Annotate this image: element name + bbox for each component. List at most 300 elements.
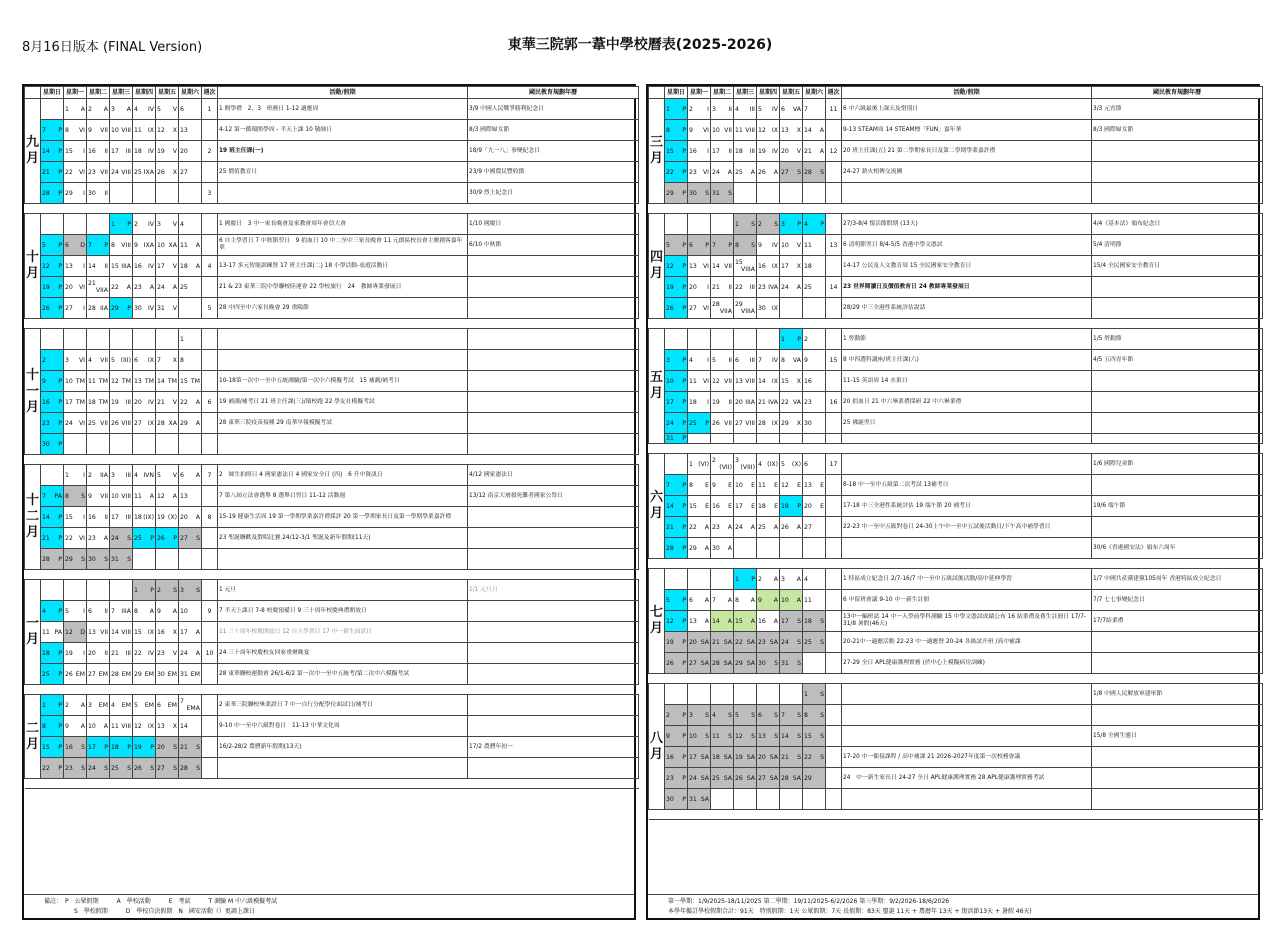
day-cell [133, 695, 156, 716]
cycle-code: P [150, 534, 154, 542]
day-cell [757, 277, 780, 298]
day-number: 14 [712, 262, 720, 270]
national-edu-cell [1092, 413, 1263, 434]
day-cell [665, 632, 688, 653]
cycle-code: X [172, 356, 177, 364]
day-number: 10 [111, 126, 119, 134]
day-cell [110, 141, 133, 162]
table-header-row [25, 87, 639, 99]
day-cell [711, 434, 734, 444]
national-edu-cell: 15/4 全民國家安全教育日 [1092, 256, 1263, 277]
day-number: 2 [689, 105, 693, 113]
day-cell [711, 632, 734, 653]
day-cell [179, 737, 202, 758]
day-cell [87, 465, 110, 486]
table-row [25, 413, 639, 434]
day-number: 15 [735, 259, 743, 266]
month-label: 七月 [649, 569, 665, 674]
cycle-code: V [796, 241, 801, 249]
day-cell [780, 256, 803, 277]
day-cell [757, 705, 780, 726]
day-cell [780, 392, 803, 413]
national-edu-cell [468, 758, 639, 779]
day-cell [133, 235, 156, 256]
activity-cell: 7 第八屆立法會選舉 8 選舉日翌日 11-12 活動週 [218, 486, 468, 507]
day-cell [156, 371, 179, 392]
week-number [202, 664, 218, 685]
day-number: 10 [88, 722, 96, 730]
day-number: 12 [157, 492, 165, 500]
table-row [25, 434, 639, 455]
day-number: 8 [65, 126, 69, 134]
day-number: 3 [180, 586, 184, 594]
day-number: 28 [180, 764, 188, 772]
cycle-code: SA [746, 638, 755, 646]
national-edu-cell [468, 329, 639, 350]
day-cell [64, 549, 87, 570]
day-cell [41, 350, 64, 371]
week-number [826, 496, 842, 517]
week-number [202, 277, 218, 298]
cycle-code: TM [190, 377, 200, 385]
day-cell [87, 413, 110, 434]
activity-cell: 22-23 中一至中五級對卷日 24-30上午中一至中五試後活動日/下午高中補學習日 [842, 517, 1092, 538]
cycle-code: A [773, 523, 778, 531]
day-number: 9 [712, 481, 716, 489]
table-row [649, 277, 1263, 298]
day-cell [780, 214, 803, 235]
cycle-code: S [705, 732, 709, 740]
cycle-code: IVA [768, 398, 778, 406]
day-number: 4 [111, 701, 115, 709]
day-number: 23 [88, 168, 96, 176]
week-number [202, 580, 218, 601]
day-cell [156, 528, 179, 549]
national-edu-cell: 15/8 全國生態日 [1092, 726, 1263, 747]
day-number: 27 [781, 168, 789, 176]
cycle-code: IXA [143, 241, 154, 249]
week-number [826, 684, 842, 705]
cycle-code: P [705, 241, 709, 249]
day-cell [780, 120, 803, 141]
cycle-code: SA [723, 753, 732, 761]
activity-cell: 2 東華三院聯校畢業證日 7 中一自行分配學位面試日/補考日 [218, 695, 468, 716]
day-number: 2 [42, 356, 46, 364]
cycle-code: D [80, 628, 85, 636]
day-number: 8 [666, 126, 670, 134]
day-number: 23 [712, 523, 720, 531]
day-number: 14 [758, 377, 766, 385]
cycle-code: (VII) [719, 464, 732, 471]
day-cell [711, 214, 734, 235]
day-number: 5 [65, 607, 69, 615]
day-cell [110, 99, 133, 120]
day-cell [156, 392, 179, 413]
day-cell [41, 643, 64, 664]
day-number: 13 [758, 732, 766, 740]
week-number [826, 371, 842, 392]
day-number: 16 [88, 513, 96, 521]
day-number: 27 [88, 670, 96, 678]
day-number: 5 [134, 701, 138, 709]
day-number: 20 [804, 502, 812, 510]
week-number: 14 [826, 277, 842, 298]
day-cell [179, 298, 202, 319]
cycle-code: II [104, 262, 108, 270]
table-row [649, 256, 1263, 277]
calendar-left-half [22, 84, 636, 920]
day-cell [780, 454, 803, 475]
day-number: 30 [42, 440, 50, 448]
day-number: 10 [180, 607, 188, 615]
cycle-code: S [196, 586, 200, 594]
day-number: 31 [712, 189, 720, 197]
day-number: 28 [42, 189, 50, 197]
cycle-code: I [83, 189, 85, 197]
day-number: 10 [781, 596, 789, 604]
day-number: 11 [42, 628, 50, 636]
cycle-code: A [126, 283, 131, 291]
day-cell [734, 99, 757, 120]
calendar-body [25, 99, 639, 789]
day-cell [41, 622, 64, 643]
month-separator [25, 570, 639, 580]
day-number: 27 [180, 534, 188, 542]
day-number: 25 [712, 774, 720, 782]
day-cell [133, 392, 156, 413]
day-cell [688, 538, 711, 559]
day-cell [41, 413, 64, 434]
day-cell [87, 695, 110, 716]
activity-cell [842, 183, 1092, 204]
week-number [826, 569, 842, 590]
cycle-code: A [195, 262, 200, 270]
day-number: 14 [180, 722, 188, 730]
cycle-code: IX [771, 304, 778, 312]
day-number: 9 [42, 377, 46, 385]
day-number: 19 [111, 398, 119, 406]
day-number: 13 [180, 126, 188, 134]
day-number: 30 [666, 795, 674, 803]
cycle-code: P [682, 711, 686, 719]
table-row [649, 350, 1263, 371]
day-cell [688, 475, 711, 496]
day-cell [179, 434, 202, 455]
day-number: 30 [689, 189, 697, 197]
day-number: 6 [689, 241, 693, 249]
day-cell [179, 622, 202, 643]
cycle-code: P [104, 743, 108, 751]
day-cell [133, 580, 156, 601]
separator-cell [649, 559, 1263, 569]
day-cell [803, 183, 826, 204]
month-separator [649, 810, 1263, 820]
day-cell [757, 298, 780, 319]
day-cell [110, 507, 133, 528]
day-number: 10 [781, 241, 789, 249]
week-number [202, 120, 218, 141]
table-row [25, 392, 639, 413]
separator-cell [25, 570, 639, 580]
day-number: 19 [157, 147, 165, 155]
cycle-code: S [728, 189, 732, 197]
cycle-code: VI [702, 262, 709, 270]
day-cell [179, 235, 202, 256]
week-number [202, 737, 218, 758]
table-row [25, 549, 639, 570]
activity-cell: 19 班主任課(一) [218, 141, 468, 162]
day-cell [688, 392, 711, 413]
day-number: 1 [42, 701, 46, 709]
cycle-code: A [773, 617, 778, 625]
day-number: 23 [134, 283, 142, 291]
cycle-code: P [682, 168, 686, 176]
cycle-code: EM [144, 670, 154, 678]
day-cell [757, 475, 780, 496]
cycle-code: III [125, 471, 131, 479]
day-cell [780, 162, 803, 183]
cycle-code: PA [54, 492, 62, 500]
cycle-code: S [820, 617, 824, 625]
day-cell [156, 737, 179, 758]
day-cell [156, 664, 179, 685]
day-number: 14 [712, 617, 720, 625]
month-separator [25, 319, 639, 329]
day-number: 18 [134, 147, 142, 155]
day-cell [110, 664, 133, 685]
day-cell [156, 486, 179, 507]
day-cell [156, 507, 179, 528]
day-number: 14 [42, 513, 50, 521]
day-number: 19 [735, 753, 743, 761]
day-number: 5 [42, 241, 46, 249]
cycle-code: S [127, 764, 131, 772]
day-number: 21 [666, 523, 674, 531]
day-number: 4 [42, 607, 46, 615]
national-edu-cell: 30/9 烈士紀念日 [468, 183, 639, 204]
cycle-code: A [80, 701, 85, 709]
day-number: 31 [111, 555, 119, 563]
day-cell [780, 496, 803, 517]
activity-cell: 13中一編班試 14 中一入學前學科測驗 15 中學文憑試成績公布 16 結業禮及舊生註冊日 17/7-31/8 暑假(46天) [842, 611, 1092, 632]
day-cell [757, 99, 780, 120]
national-edu-cell [1092, 141, 1263, 162]
cycle-code: P [682, 732, 686, 740]
cycle-code: S [173, 743, 177, 751]
cycle-code: I [707, 147, 709, 155]
day-cell [87, 183, 110, 204]
day-number: 24 [111, 168, 119, 176]
day-cell [734, 569, 757, 590]
day-cell [41, 120, 64, 141]
month-separator [649, 204, 1263, 214]
day-number: 20 [758, 753, 766, 761]
day-cell [64, 298, 87, 319]
activity-cell: 20 捐血日 21 中六畢業禮採研 22 中六畢業禮 [842, 392, 1092, 413]
cycle-code: P [150, 743, 154, 751]
week-number [826, 329, 842, 350]
week-number [202, 549, 218, 570]
day-cell [688, 632, 711, 653]
day-number: 30 [712, 544, 720, 552]
day-cell [41, 486, 64, 507]
day-cell [41, 371, 64, 392]
day-number: 16 [666, 753, 674, 761]
day-cell [110, 371, 133, 392]
day-cell [780, 611, 803, 632]
day-number: 20 [180, 147, 188, 155]
day-cell [803, 789, 826, 810]
day-cell [757, 329, 780, 350]
separator-cell [649, 319, 1263, 329]
activity-cell: 2 師生拍照日 4 國家憲法日 4 國家安全日 (四) 6 升中資訊日 [218, 465, 468, 486]
day-number: 31 [666, 435, 674, 442]
week-number [202, 329, 218, 350]
cycle-code: III [125, 513, 131, 521]
activity-cell [218, 758, 468, 779]
cycle-code: V [172, 105, 177, 113]
day-cell [803, 350, 826, 371]
activity-cell: 4-12 第一循環開學周 - 半天上課 10 敬師日 [218, 120, 468, 141]
day-cell [711, 120, 734, 141]
day-cell [133, 528, 156, 549]
day-cell [179, 601, 202, 622]
day-number: 23 [157, 649, 165, 657]
day-cell [688, 726, 711, 747]
day-number: 19 [781, 502, 789, 510]
separator-cell [25, 455, 639, 465]
cycle-code: IIA [100, 304, 108, 312]
day-cell [665, 747, 688, 768]
national-edu-cell [468, 549, 639, 570]
day-number: 1 [65, 105, 69, 113]
day-cell [757, 141, 780, 162]
cycle-code: EM [190, 670, 200, 678]
activity-cell: 28/29 中三全港性系統評估說話 [842, 298, 1092, 319]
day-cell [665, 454, 688, 475]
day-cell [41, 434, 64, 455]
day-cell [734, 747, 757, 768]
day-cell [133, 549, 156, 570]
cycle-code: P [682, 481, 686, 489]
week-number [202, 413, 218, 434]
day-number: 8 [134, 607, 138, 615]
cycle-code: P [58, 262, 62, 270]
week-number: 1 [202, 99, 218, 120]
day-number: 10 [157, 241, 165, 249]
activity-cell: 6 自主學習日 7 中秋節翌日 9 捐血日 10 中二至中三家長晚會 11 元朗區校長會主辦創客嘉年華 [218, 235, 468, 256]
national-edu-cell [468, 413, 639, 434]
activity-cell [842, 789, 1092, 810]
day-cell [133, 120, 156, 141]
day-cell [133, 622, 156, 643]
month-separator [649, 444, 1263, 454]
table-row [649, 475, 1263, 496]
cycle-code: EM [98, 701, 108, 709]
day-cell [87, 214, 110, 235]
cycle-code: P [682, 795, 686, 803]
cycle-code: X [172, 168, 177, 176]
week-number: 17 [826, 454, 842, 475]
day-number: 17 [157, 262, 165, 270]
cycle-code: S [797, 732, 801, 740]
cycle-code: VI [78, 168, 85, 176]
national-edu-cell: 1/8 中國人民解放軍建軍節 [1092, 684, 1263, 705]
cycle-code: VII [100, 356, 108, 364]
day-cell [688, 653, 711, 674]
table-row [649, 653, 1263, 674]
day-cell [179, 141, 202, 162]
week-number: 6 [202, 392, 218, 413]
cycle-code: VII [100, 628, 108, 636]
day-cell [734, 371, 757, 392]
day-cell [41, 329, 64, 350]
day-number: 20 [157, 743, 165, 751]
cycle-code: A [195, 471, 200, 479]
national-edu-cell [1092, 434, 1263, 444]
national-edu-cell: 23/9 中國農民豐收節 [468, 162, 639, 183]
national-edu-cell: 1/5 勞動節 [1092, 329, 1263, 350]
day-cell [665, 298, 688, 319]
month-col-header [649, 87, 665, 99]
day-cell [133, 413, 156, 434]
day-number: 23 [666, 774, 674, 782]
month-separator [649, 559, 1263, 569]
day-number: 2 [157, 586, 161, 594]
cycle-code: SA [769, 774, 778, 782]
cycle-code: III [125, 649, 131, 657]
table-row [25, 622, 639, 643]
table-row [649, 496, 1263, 517]
day-cell [156, 350, 179, 371]
day-cell [803, 590, 826, 611]
cycle-code: P [58, 513, 62, 521]
day-cell [179, 413, 202, 434]
cycle-code: S [81, 492, 85, 500]
day-cell [64, 695, 87, 716]
day-number: 12 [157, 126, 165, 134]
national-edu-cell [468, 601, 639, 622]
cycle-code: S [196, 743, 200, 751]
table-row [25, 580, 639, 601]
cycle-code: VI [78, 356, 85, 364]
cycle-code: IV [771, 356, 778, 364]
week-number [826, 632, 842, 653]
week-number [826, 789, 842, 810]
day-cell [734, 256, 757, 277]
day-cell [179, 392, 202, 413]
day-cell [133, 371, 156, 392]
cycle-code: P [58, 607, 62, 615]
cycle-code: P [58, 649, 62, 657]
day-cell [665, 329, 688, 350]
day-cell [87, 549, 110, 570]
cycle-code: EM [121, 670, 131, 678]
day-cell [711, 183, 734, 204]
activity-cell [218, 350, 468, 371]
day-number: 19 [134, 743, 142, 751]
cycle-code: P [58, 126, 62, 134]
national-edu-cell [468, 643, 639, 664]
day-number: 5 [666, 596, 670, 604]
cycle-code: A [195, 398, 200, 406]
day-cell [803, 517, 826, 538]
cycle-code: IV [147, 105, 154, 113]
day-number: 30 [157, 670, 165, 678]
cycle-code: P [751, 575, 755, 583]
day-number: 15 [42, 743, 50, 751]
day-cell [110, 716, 133, 737]
